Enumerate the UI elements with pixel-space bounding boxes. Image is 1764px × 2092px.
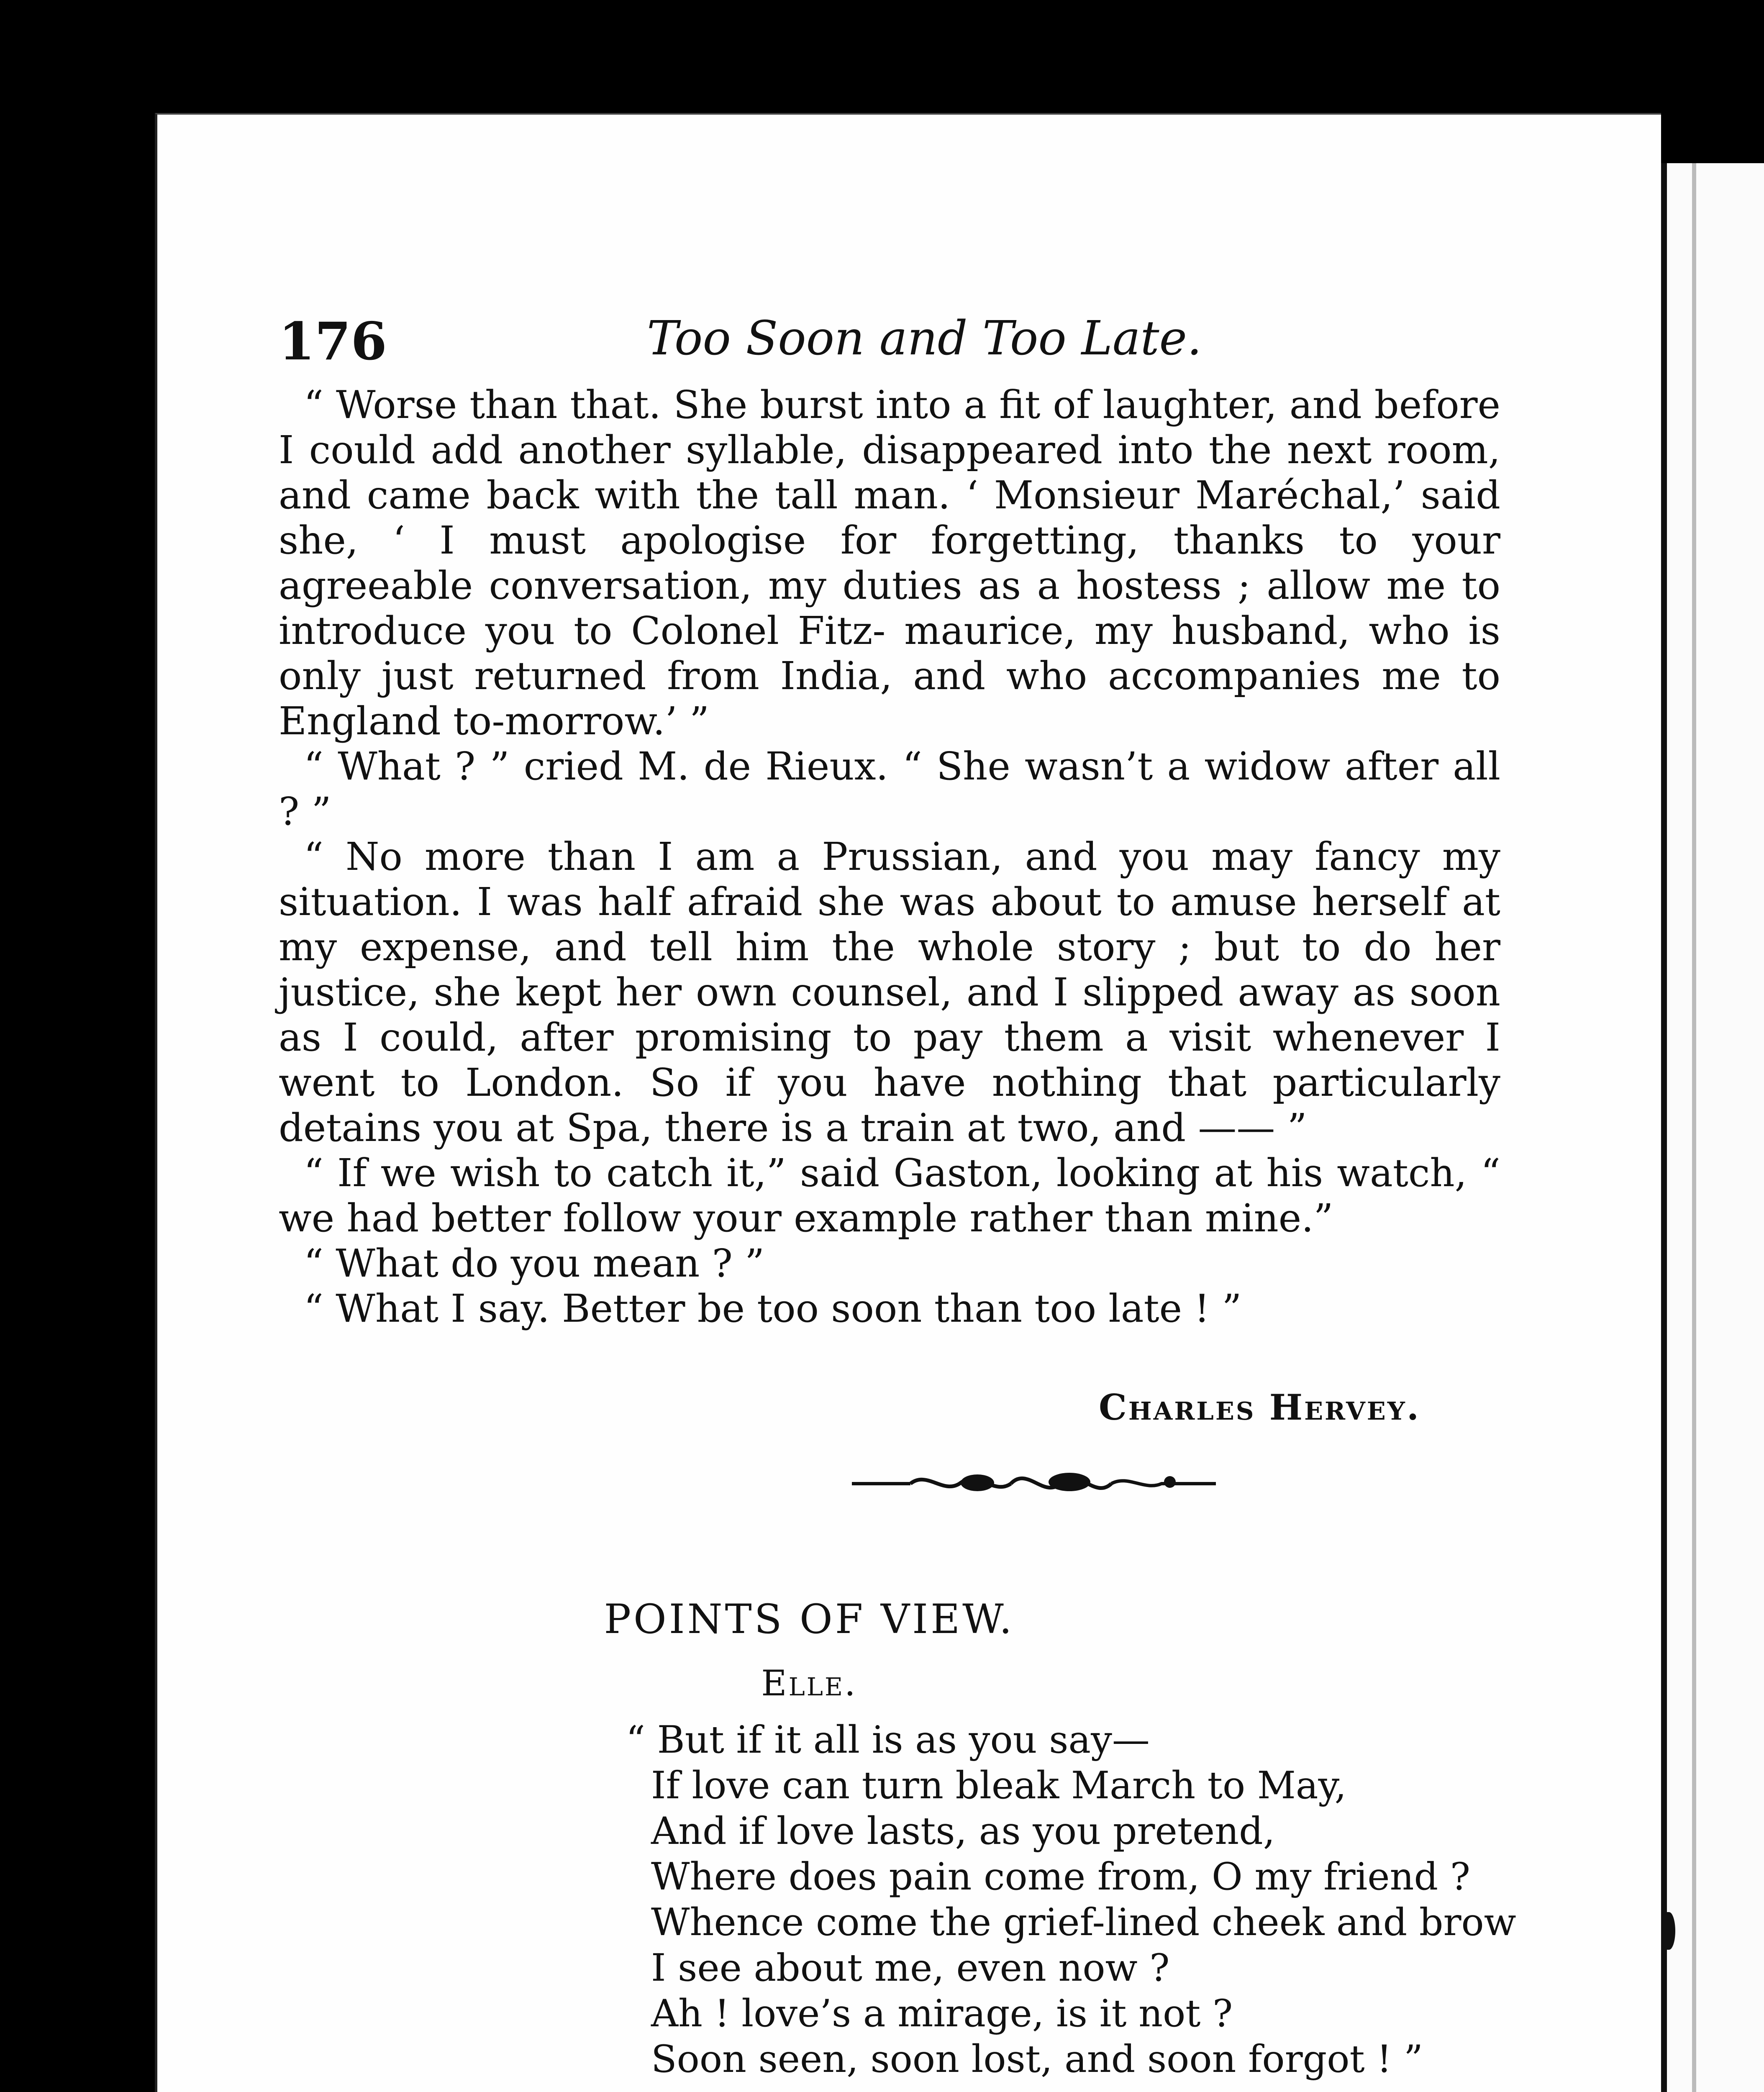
scanned-page	[155, 113, 1661, 2092]
binding-notch	[1663, 1912, 1675, 1950]
page-header	[157, 307, 1661, 374]
paragraph: “ What I say. Better be too soon than too late ! ”	[304, 1286, 1242, 1331]
paragraph: “ If we wish to catch it,” said Gaston, looking at his watch, “ we had better follow your example rather than mine.”	[279, 1151, 1500, 1241]
verse-line: Where does pain come from, O my friend ?	[651, 1855, 1470, 1899]
running-head: Too Soon and Too Late.	[647, 311, 1202, 366]
story-text	[279, 382, 1500, 1331]
verse-line: Ah ! love’s a mirage, is it not ?	[651, 1992, 1233, 2036]
poem-title: POINTS OF VIEW.	[604, 1596, 1015, 1643]
verse-line: “ But if it all is as you say—	[626, 1718, 1150, 1762]
story-author-signature: Charles Hervey.	[1099, 1387, 1421, 1428]
verse-line: If love can turn bleak March to May,	[651, 1764, 1347, 1807]
verse-line: And if love lasts, as you pretend,	[651, 1809, 1275, 1853]
verse-line: Whence come the grief-lined cheek and brow	[651, 1900, 1516, 1944]
page-number: 176	[279, 311, 387, 372]
adjacent-page	[1661, 163, 1764, 2092]
paragraph: “ What do you mean ? ”	[304, 1241, 765, 1286]
poem-section-label-elle: Elle.	[761, 1663, 857, 1704]
page-edge-line	[1692, 163, 1696, 2092]
ornament-divider-icon	[852, 1466, 1216, 1500]
verse-line: I see about me, even now ?	[651, 1946, 1170, 1990]
paragraph: “ Worse than that. She burst into a fit of laughter, and before I could add another syllable, disappeared into the next room, and came back with the tall man. ‘ Monsieur Maréchal,’ said she, ‘ I must apologise for forgetting, thanks to your agreeable conversation, my duties as a hostess ; allow me to introduce you to Colonel Fitz- maurice, my husband, who is only just returned from India, and who accompanies me to England to-morrow.’ ”	[279, 382, 1500, 743]
verse-line: Soon seen, soon lost, and soon forgot ! ”	[651, 2037, 1423, 2081]
paragraph: “ What ? ” cried M. de Rieux. “ She wasn’t a widow after all ? ”	[279, 744, 1500, 834]
stanza-elle	[626, 1717, 1516, 2082]
paragraph: “ No more than I am a Prussian, and you may fancy my situation. I was half afraid she was about to amuse herself at my expense, and tell him the whole story ; but to do her justice, she kept her own counsel, and I slipped away as soon as I could, after promising to pay them a visit whenever I went to London. So if you have nothing that particularly detains you at Spa, there is a train at two, and —— ”	[279, 834, 1500, 1150]
